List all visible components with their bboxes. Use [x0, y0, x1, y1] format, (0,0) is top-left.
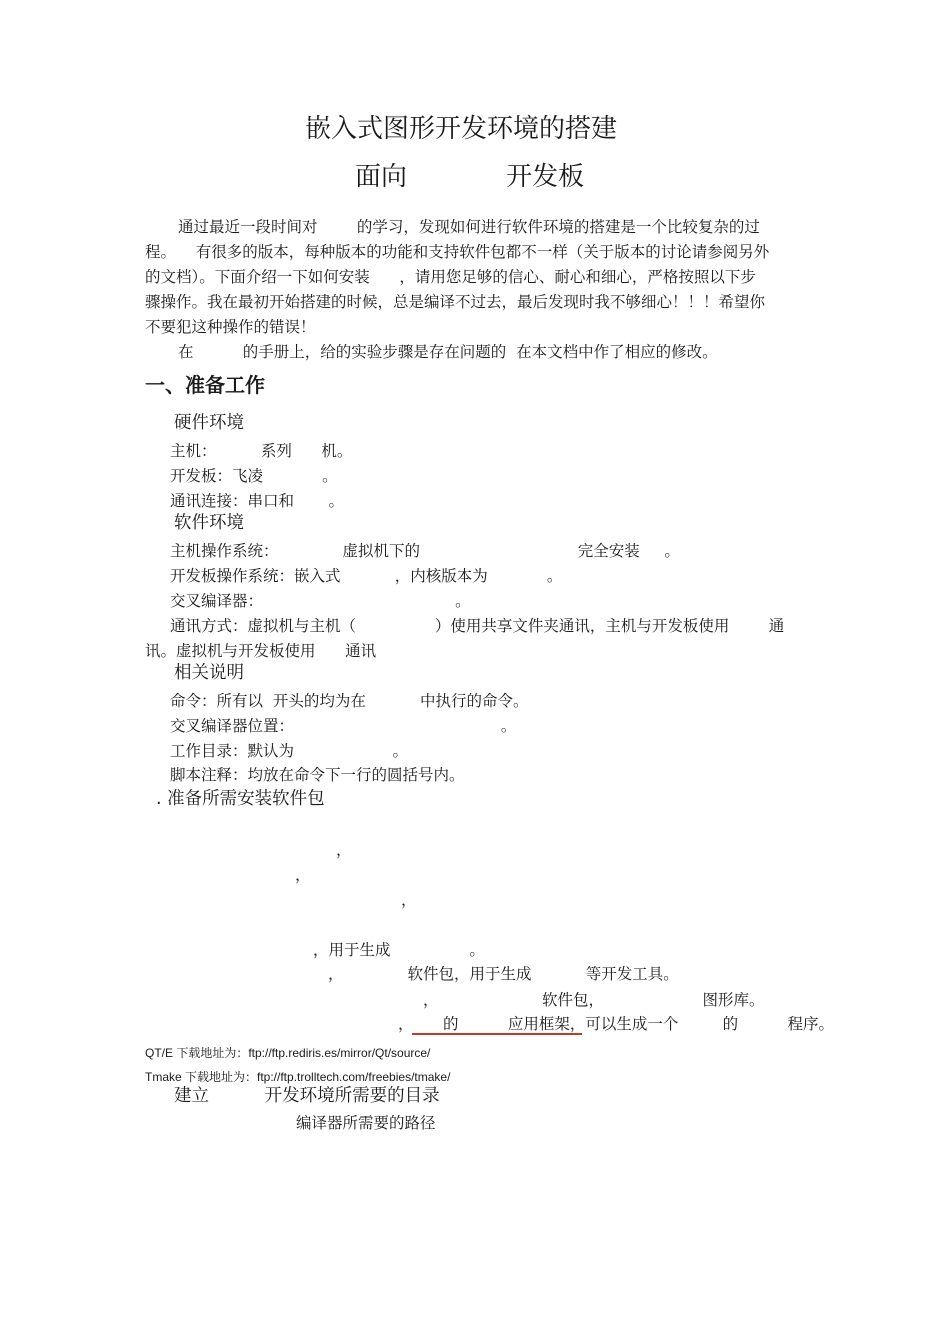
package-line-2: ， — [295, 866, 311, 884]
hardware-host: 主机： 系列 机。 — [170, 442, 353, 460]
dirs-heading: 建立 开发环境所需要的目录 — [174, 1086, 440, 1106]
package-line-1: ， — [336, 841, 352, 859]
hardware-heading: 硬件环境 — [174, 413, 244, 433]
notes-cmd: 命令：所有以 开头的均为在 中执行的命令。 — [170, 692, 529, 710]
software-heading: 软件环境 — [174, 513, 244, 533]
notes-script: 脚本注释：均放在命令下一行的圆括号内。 — [170, 766, 465, 784]
intro-line-3: 的文档）。下面介绍一下如何安装 ，请用您足够的信心、耐心和细心，严格按照以下步 — [145, 268, 756, 286]
software-cross: 交叉编译器： 。 — [170, 592, 471, 610]
package-line-6: ， 软件包， 图形库。 — [423, 991, 765, 1009]
package-line-7: ， 的 应用框架，可以生成一个 的 程序。 — [398, 1015, 834, 1033]
package-line-3: ， — [401, 891, 417, 909]
red-underline-mark — [412, 1033, 582, 1035]
qt-download-url: QT/E 下载地址为：ftp://ftp.rediris.es/mirror/Qt/source/ — [145, 1046, 431, 1060]
intro-note: 在 的手册上，给的实验步骤是存在问题的 在本文档中作了相应的修改。 — [178, 343, 718, 361]
tmake-download-url: Tmake 下载地址为：ftp://ftp.trolltech.com/freebies/tmake/ — [145, 1070, 451, 1084]
package-line-5: ， 软件包，用于生成 等开发工具。 — [328, 965, 679, 983]
software-comm-2: 讯。虚拟机与开发板使用 通讯 — [145, 642, 377, 660]
software-comm-1: 通讯方式：虚拟机与主机（ ）使用共享文件夹通讯，主机与开发板使用 通 — [170, 617, 785, 635]
packages-heading: . 准备所需安装软件包 — [156, 789, 325, 809]
intro-line-5: 不要犯这种操作的错误！ — [145, 318, 316, 336]
notes-cross-loc: 交叉编译器位置： 。 — [170, 717, 517, 735]
software-host-os: 主机操作系统： 虚拟机下的 完全安装 。 — [170, 542, 680, 560]
package-line-4: ，用于生成 。 — [313, 941, 485, 959]
software-board-os: 开发板操作系统：嵌入式 ，内核版本为 。 — [170, 567, 563, 585]
doc-subtitle: 面向 开发板 — [355, 162, 585, 192]
section-heading-prep: 一、准备工作 — [145, 373, 265, 397]
doc-title: 嵌入式图形开发环境的搭建 — [305, 114, 618, 144]
notes-workdir: 工作目录：默认为 。 — [170, 742, 409, 760]
notes-heading: 相关说明 — [174, 663, 244, 683]
intro-line-4: 骤操作。我在最初开始搭建的时候，总是编译不过去，最后发现时我不够细心！！！希望你 — [145, 293, 766, 311]
hardware-conn: 通讯连接：串口和 。 — [170, 492, 344, 510]
intro-line-2: 程。 有很多的版本，每种版本的功能和支持软件包都不一样（关于版本的讨论请参阅另外 — [145, 243, 770, 261]
dirs-subline: 编译器所需要的路径 — [296, 1114, 436, 1132]
intro-line-1: 通过最近一段时间对 的学习，发现如何进行软件环境的搭建是一个比较复杂的过 — [178, 218, 760, 236]
hardware-board: 开发板：飞凌 。 — [170, 467, 338, 485]
